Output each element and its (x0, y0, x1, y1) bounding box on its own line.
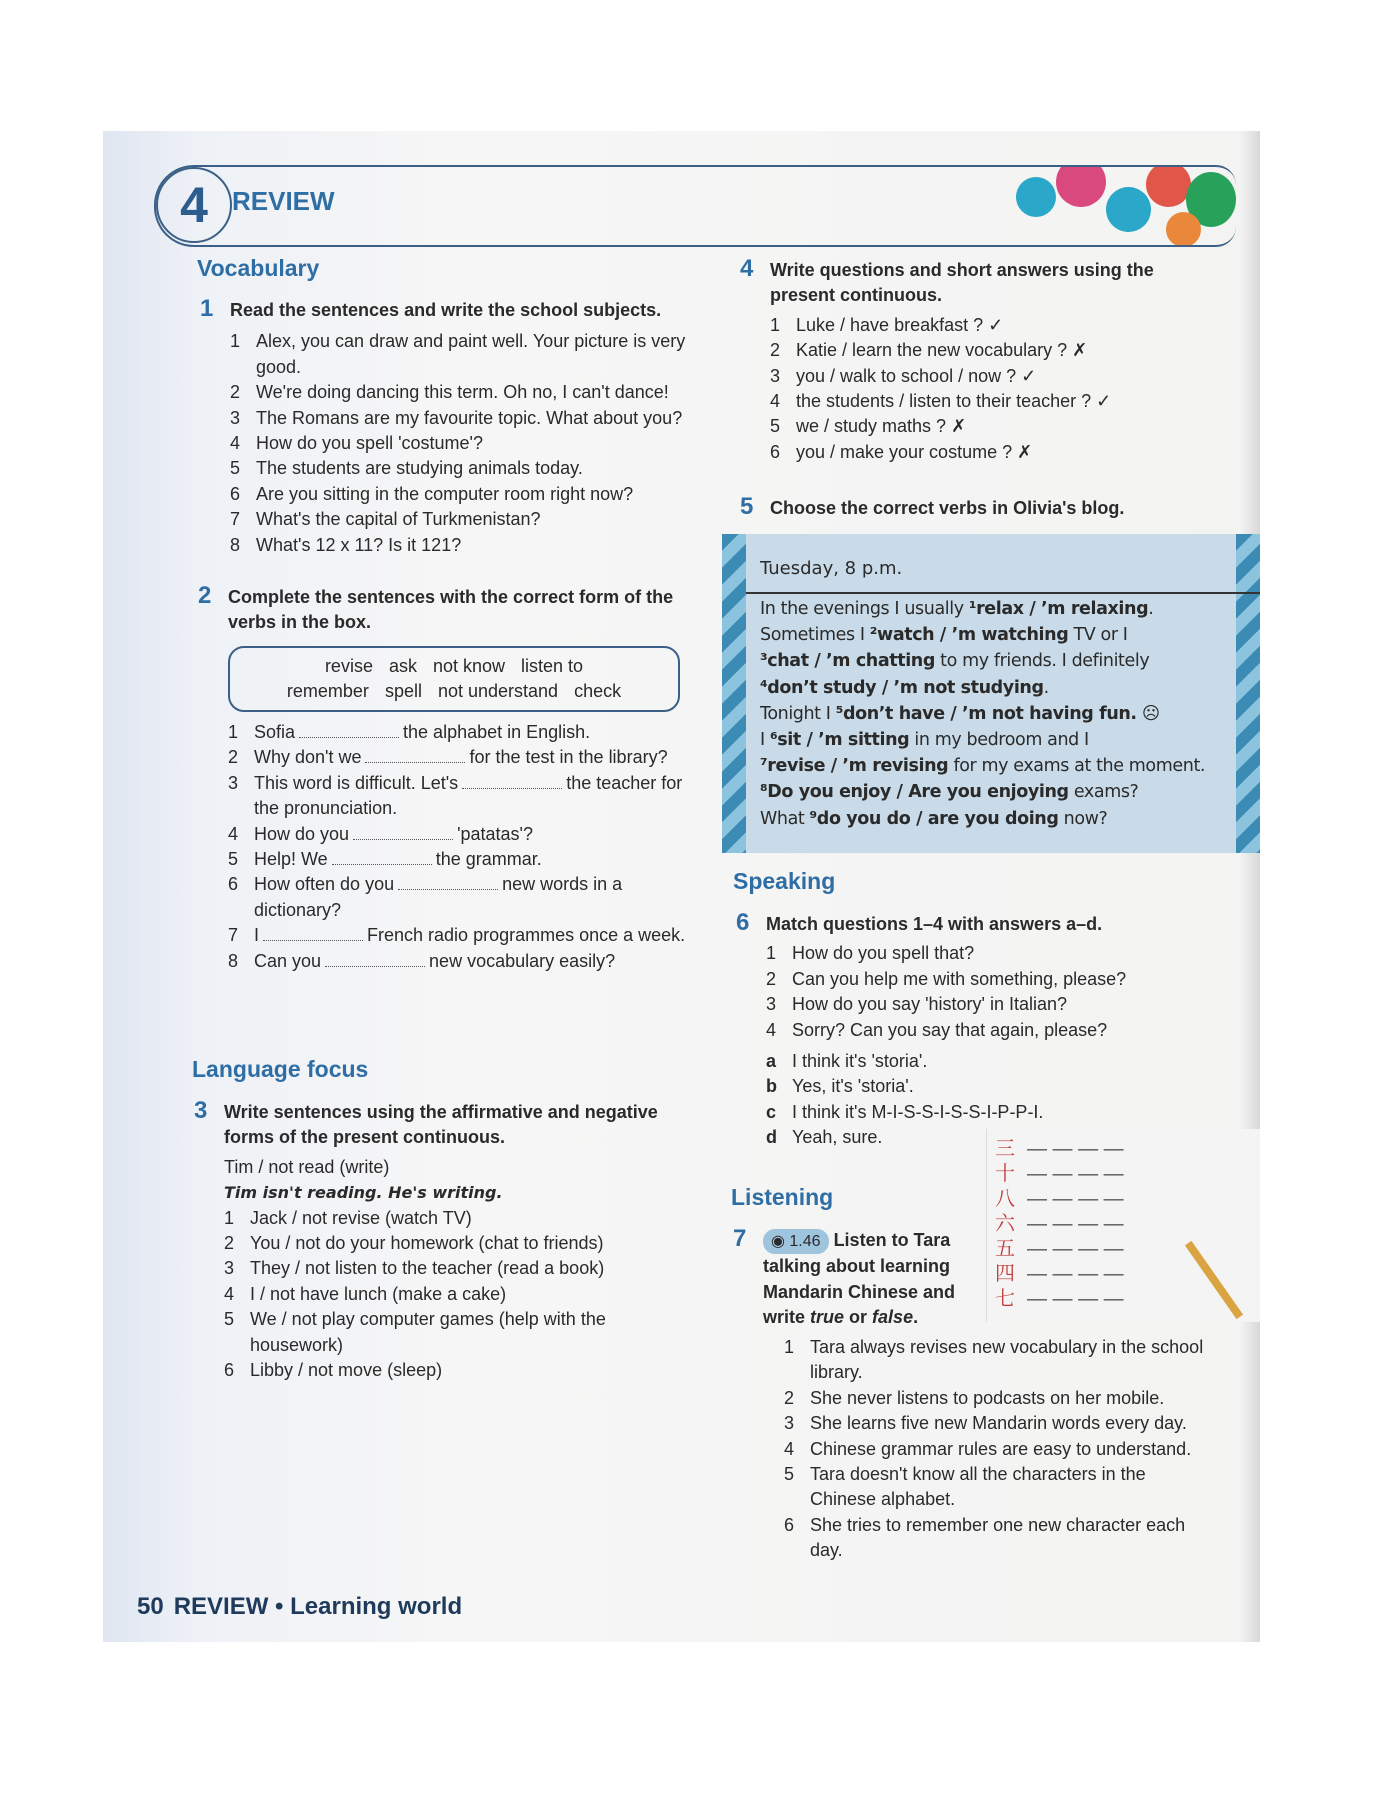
blog-line (760, 806, 1205, 832)
list-item (766, 967, 1206, 992)
list-item (230, 406, 690, 431)
chinese-character: 十 (995, 1163, 1015, 1185)
item-text: Tara doesn't know all the characters in the Chinese alphabet. (810, 1464, 1146, 1510)
item-text-before: Help! We (254, 849, 328, 870)
item-text-before: I (254, 925, 260, 946)
item-text: What's the capital of Turkmenistan? (256, 509, 541, 530)
exercise-instruction: Match questions 1–4 with answers a–d. (766, 914, 1103, 934)
item-number: 5 (230, 458, 241, 479)
item-text-after: the alphabet in English. (403, 722, 591, 742)
item-text: The students are studying animals today. (256, 458, 583, 479)
blog-text-after: in my bedroom and I (909, 730, 1089, 751)
practice-strokes: — — — — (1027, 1188, 1124, 1210)
list-item (770, 414, 1210, 439)
box-word: spell (384, 681, 422, 701)
gap-fill-item (228, 847, 688, 872)
item-text: Alex, you can draw and paint well. Your picture is very good. (256, 331, 686, 377)
list-item (230, 329, 690, 380)
list-item (766, 992, 1206, 1017)
word-box (228, 646, 680, 712)
item-text: We / not play computer games (help with the housework) (250, 1309, 606, 1355)
blog-text-before: Tonight I (760, 703, 836, 724)
chinese-character-row (995, 1212, 1252, 1237)
blog-line (760, 701, 1205, 727)
list-item (766, 941, 1206, 966)
chinese-character-row (995, 1187, 1252, 1212)
practice-strokes: — — — — (1027, 1213, 1124, 1235)
chinese-character-row (995, 1162, 1252, 1187)
item-number: 6 (224, 1360, 235, 1381)
exercise-2 (198, 582, 688, 636)
list-item (784, 1386, 1204, 1411)
item-number: 4 (766, 1019, 777, 1040)
example-answer: Tim isn't reading. He's writing. (224, 1183, 503, 1203)
page-number: 50 (137, 1593, 164, 1620)
practice-strokes: — — — — (1027, 1163, 1124, 1185)
item-number: 3 (784, 1413, 795, 1434)
item-number: 2 (770, 340, 781, 361)
section-title-listening: Listening (731, 1184, 834, 1210)
practice-strokes: — — — — (1027, 1138, 1124, 1160)
list-item (224, 1282, 664, 1307)
list-item (770, 338, 1210, 363)
list-item (224, 1231, 664, 1256)
item-number: 5 (224, 1309, 235, 1330)
exercise-number: 5 (740, 493, 754, 520)
exercise-3 (194, 1097, 664, 1383)
gap-fill-item (228, 822, 688, 847)
blog-text-before: Sometimes I (760, 625, 870, 646)
blog-line (760, 727, 1205, 753)
list-item (230, 380, 690, 405)
item-number: 5 (228, 849, 239, 870)
box-word: remember (286, 681, 369, 701)
list-item (770, 389, 1210, 414)
item-text: Jack / not revise (watch TV) (250, 1207, 472, 1228)
item-text-before: Sofia (254, 722, 296, 742)
item-number: 4 (224, 1283, 235, 1304)
decor-pattern (1236, 534, 1260, 853)
list-item (784, 1437, 1204, 1462)
item-text: We're doing dancing this term. Oh no, I can't dance! (256, 382, 669, 403)
exercise-instruction: ◉ 1.46 Listen to Tara talking about learning Mandarin Chinese and write true or false. (763, 1230, 956, 1328)
gap-fill-item (228, 872, 688, 923)
item-number: 3 (224, 1258, 235, 1279)
answer-gap[interactable] (299, 737, 399, 738)
item-text: The Romans are my favourite topic. What about you? (256, 407, 683, 428)
item-text-after: for the test in the library? (469, 747, 668, 768)
blog-line (760, 596, 1205, 622)
item-number: 1 (224, 1207, 235, 1228)
section-title-vocabulary: Vocabulary (197, 255, 320, 281)
chinese-character-row (995, 1137, 1252, 1162)
answer-letter: d (766, 1127, 777, 1148)
item-number: 1 (784, 1337, 795, 1357)
exercise-number: 4 (740, 255, 754, 282)
page-footer (137, 1593, 462, 1621)
list-item (230, 482, 690, 507)
list-item (230, 507, 690, 532)
chinese-character: 六 (995, 1213, 1015, 1235)
item-number: 3 (230, 407, 241, 428)
page-title: REVIEW (232, 186, 335, 216)
blog-text-after: ☹ (1136, 703, 1160, 724)
verb-choice[interactable]: ¹relax / ’m relaxing (968, 599, 1149, 619)
exercise-instruction: Read the sentences and write the school subjects. (230, 300, 662, 320)
item-text: Libby / not move (sleep) (250, 1360, 443, 1381)
blog-line (760, 648, 1205, 674)
decor-blob (1106, 187, 1151, 232)
item-text-before: How often do you (254, 874, 395, 895)
item-text-before: Can you (254, 950, 322, 971)
answer-text: Yes, it's 'storia'. (792, 1076, 914, 1097)
list-item (230, 533, 690, 558)
blog-text-after: to my friends. I definitely (934, 651, 1150, 672)
item-text: the students / listen to their teacher ? ✓ (796, 391, 1112, 412)
item-text-after: new vocabulary easily? (429, 950, 616, 971)
item-number: 5 (784, 1464, 795, 1485)
list-item (770, 440, 1210, 465)
item-number: 5 (770, 416, 781, 437)
answer-text: I think it's M-I-S-S-I-S-S-I-P-P-I. (792, 1101, 1044, 1122)
exercise-2-items (228, 720, 688, 974)
gap-fill-item (228, 923, 688, 948)
gap-fill-item (228, 771, 688, 822)
answer-letter: c (766, 1101, 777, 1122)
chinese-character: 五 (995, 1238, 1015, 1260)
list-item (784, 1411, 1204, 1436)
answer-item (766, 1100, 1206, 1125)
blog-line (760, 622, 1205, 648)
item-number: 3 (770, 365, 781, 386)
section-title-language-focus: Language focus (192, 1056, 369, 1082)
item-number: 2 (228, 747, 239, 768)
exercise-5 (740, 493, 1210, 521)
item-number: 7 (230, 509, 241, 530)
audio-track-badge[interactable]: ◉ 1.46 (763, 1229, 829, 1254)
blog-text-before: I (760, 730, 770, 751)
verb-choice[interactable]: ⁷revise / ’m revising (760, 756, 949, 777)
blog-line (760, 675, 1205, 701)
verb-choice[interactable]: ²watch / ’m watching (869, 625, 1069, 646)
item-number: 3 (228, 772, 239, 793)
chinese-character: 七 (995, 1288, 1015, 1310)
box-word: revise (324, 656, 373, 676)
exercise-instruction: Write questions and short answers using the present continuous. (770, 260, 1154, 306)
answer-text: Yeah, sure. (792, 1127, 883, 1148)
item-number: 2 (230, 382, 241, 403)
item-number: 1 (770, 314, 781, 335)
blog-text-after: . (1148, 599, 1154, 619)
item-text: you / walk to school / now ? ✓ (796, 365, 1037, 386)
true-word: true (810, 1307, 845, 1328)
chinese-character-row (995, 1287, 1252, 1312)
item-number: 1 (230, 331, 241, 352)
item-text-before: This word is difficult. Let's (254, 772, 459, 793)
list-item (784, 1335, 1204, 1386)
decor-pattern (722, 534, 746, 853)
box-word: check (574, 681, 622, 701)
divider (746, 592, 1260, 594)
answer-letter: b (766, 1076, 777, 1097)
false-word: false (872, 1307, 914, 1328)
list-item (224, 1358, 664, 1383)
item-number: 4 (784, 1438, 795, 1459)
item-text: we / study maths ? ✗ (796, 416, 967, 437)
list-item (766, 1018, 1206, 1043)
item-number: 4 (230, 433, 241, 454)
box-word: not understand (437, 681, 559, 701)
answer-gap[interactable] (353, 839, 453, 840)
item-number: 7 (228, 925, 239, 946)
footer-text: REVIEW • Learning world (173, 1593, 463, 1620)
item-text: Can you help me with something, please? (792, 968, 1127, 989)
list-item (784, 1462, 1204, 1513)
gap-fill-item (228, 949, 688, 974)
item-text-after: the teacher for the pronunciation. (254, 772, 683, 819)
item-text: How do you say 'history' in Italian? (792, 994, 1068, 1015)
exercise-number: 2 (198, 582, 212, 609)
list-item (770, 364, 1210, 389)
verb-choice[interactable]: ⁸Do you enjoy / Are you enjoying (760, 782, 1069, 803)
item-number: 2 (224, 1233, 235, 1254)
example-prompt: Tim / not read (write) (224, 1156, 390, 1177)
blog-line (760, 779, 1205, 805)
item-text: She tries to remember one new character each day. (810, 1514, 1186, 1561)
item-text: How do you spell 'costume'? (256, 433, 483, 454)
exercise-number: 1 (200, 295, 214, 322)
decor-blob (1016, 177, 1056, 217)
item-text-after: the grammar. (435, 849, 542, 870)
item-number: 2 (766, 968, 777, 989)
item-number: 2 (784, 1387, 795, 1408)
chinese-character-row (995, 1237, 1252, 1262)
item-text-after: 'patatas'? (457, 823, 533, 844)
instruction-text: Listen to Tara talking about learning Mandarin Chinese and write (763, 1230, 956, 1328)
or-word: or (844, 1307, 873, 1328)
item-text-after: new words in a dictionary? (254, 874, 623, 920)
decor-blob (1146, 165, 1191, 207)
book-spine-shadow (1240, 131, 1260, 1642)
box-word: not know (432, 656, 506, 676)
list-item (784, 1513, 1204, 1564)
chinese-character: 三 (995, 1138, 1015, 1160)
exercise-6 (736, 909, 1206, 1151)
exercise-instruction: Choose the correct verbs in Olivia's blog. (770, 498, 1125, 518)
blog-date: Tuesday, 8 p.m. (760, 558, 903, 579)
box-word: ask (388, 656, 417, 676)
section-title-speaking: Speaking (733, 868, 836, 894)
list-item (224, 1256, 664, 1281)
blog-text-after: TV or I (1068, 625, 1128, 646)
blog-text-before: What (760, 808, 810, 829)
answer-item (766, 1074, 1206, 1099)
exercise-7-items (784, 1335, 1204, 1564)
item-text-after: French radio programmes once a week. (367, 925, 686, 946)
item-number: 4 (770, 391, 781, 412)
item-text: Luke / have breakfast ? ✓ (796, 314, 1004, 335)
answer-item (766, 1049, 1206, 1074)
item-text: She never listens to podcasts on her mobile. (810, 1387, 1165, 1408)
item-number: 6 (770, 441, 781, 462)
exercise-1 (200, 295, 690, 558)
chinese-character: 八 (995, 1188, 1015, 1210)
answer-gap[interactable] (365, 762, 465, 763)
answer-text: I think it's 'storia'. (792, 1051, 928, 1072)
gap-fill-item (228, 720, 688, 745)
verb-choice[interactable]: ⁹do you do / are you doing (809, 808, 1059, 829)
chinese-character: 四 (995, 1263, 1015, 1285)
practice-strokes: — — — — (1027, 1238, 1124, 1260)
list-item (770, 313, 1210, 338)
item-text: Chinese grammar rules are easy to understand. (810, 1438, 1192, 1459)
exercise-4 (740, 255, 1210, 465)
blog-text-after: now? (1058, 808, 1108, 829)
item-text: Tara always revises new vocabulary in the school library. (810, 1337, 1204, 1383)
exercise-number: 6 (736, 909, 750, 936)
item-text: Katie / learn the new vocabulary ? ✗ (796, 340, 1088, 361)
answer-gap[interactable] (462, 788, 562, 789)
exercise-instruction: Complete the sentences with the correct form of the verbs in the box. (228, 587, 674, 633)
item-number: 1 (766, 943, 777, 964)
verb-choice[interactable]: ⁶sit / ’m sitting (769, 730, 910, 751)
list-item (224, 1206, 664, 1231)
item-text: What's 12 x 11? Is it 121? (256, 534, 462, 555)
decor-blob (1166, 212, 1201, 247)
verb-choice[interactable]: ⁵don’t have / ’m not having fun. (835, 703, 1137, 724)
item-number: 3 (766, 994, 777, 1015)
blog-text-after: for my exams at the moment. (948, 756, 1206, 777)
exercise-instruction: Write sentences using the affirmative and negative forms of the present continuous. (224, 1102, 658, 1148)
blog-text-after: exams? (1068, 782, 1139, 803)
practice-strokes: — — — — (1027, 1263, 1124, 1285)
blog-line (760, 753, 1205, 779)
item-text: They / not listen to the teacher (read a book) (250, 1258, 605, 1279)
item-number: 6 (230, 483, 241, 504)
exercise-number: 7 (733, 1225, 747, 1252)
item-text: Are you sitting in the computer room right now? (256, 483, 634, 504)
blog-text-after: . (1043, 677, 1049, 698)
blog-text (760, 596, 1205, 832)
box-word: listen to (521, 656, 584, 676)
item-text-before: How do you (254, 823, 350, 844)
item-text: Sorry? Can you say that again, please? (792, 1019, 1108, 1040)
item-text: you / make your costume ? ✗ (796, 441, 1033, 462)
item-text-before: Why don't we (254, 747, 362, 768)
item-text: She learns five new Mandarin words every day. (810, 1413, 1187, 1434)
item-number: 6 (784, 1514, 795, 1535)
item-number: 8 (230, 534, 241, 555)
item-text: How do you spell that? (792, 943, 975, 964)
blog-box (722, 534, 1260, 853)
item-number: 8 (228, 950, 239, 971)
list-item (230, 456, 690, 481)
gap-fill-item (228, 745, 688, 770)
item-text: You / not do your homework (chat to friends) (250, 1233, 604, 1254)
practice-strokes: — — — — (1027, 1288, 1124, 1310)
verb-choice[interactable]: ³chat / ’m chatting (760, 651, 935, 672)
verb-choice[interactable]: ⁴don’t study / ’m not studying (760, 677, 1044, 698)
answer-gap[interactable] (332, 864, 432, 865)
item-number: 4 (228, 823, 239, 844)
unit-number: 4 (156, 167, 232, 243)
item-text: I / not have lunch (make a cake) (250, 1283, 507, 1304)
track-number: 1.46 (789, 1233, 821, 1250)
answer-gap[interactable] (325, 966, 425, 967)
decor-blob (1056, 165, 1106, 207)
answer-gap[interactable] (398, 889, 498, 890)
exercise-7 (733, 1225, 983, 1331)
answer-gap[interactable] (263, 940, 363, 941)
item-number: 1 (228, 722, 239, 742)
list-item (230, 431, 690, 456)
answer-letter: a (766, 1051, 777, 1072)
exercise-number: 3 (194, 1097, 208, 1124)
item-number: 6 (228, 874, 239, 895)
list-item (224, 1307, 664, 1358)
blog-text-before: In the evenings I usually (760, 599, 969, 619)
